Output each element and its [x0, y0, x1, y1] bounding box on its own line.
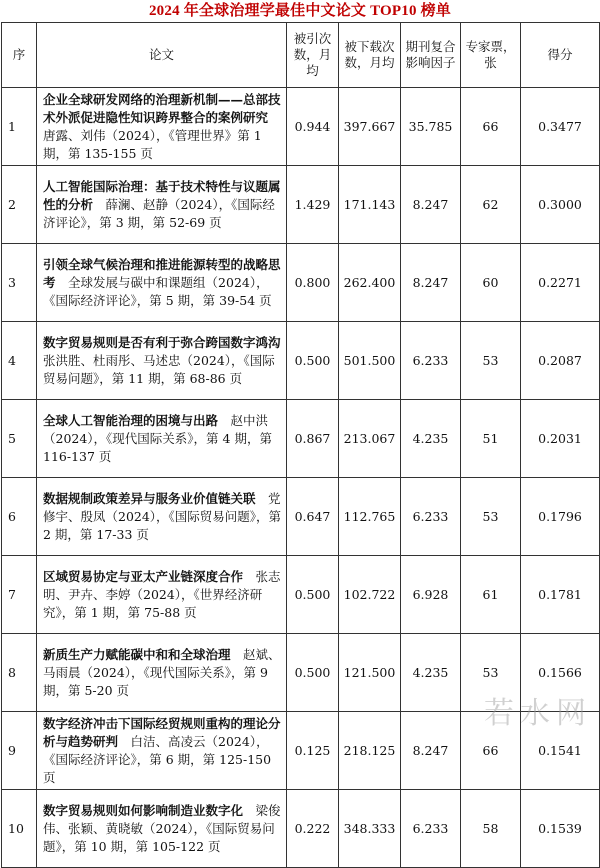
- download-cell: 171.143: [339, 166, 401, 244]
- table-row: [2, 322, 600, 400]
- impact-cell: 4.235: [401, 634, 461, 712]
- download-cell: 102.722: [339, 556, 401, 634]
- votes-cell: 58: [461, 790, 521, 868]
- cite-cell: 0.867: [287, 400, 339, 478]
- impact-cell: 6.233: [401, 322, 461, 400]
- table-row: [2, 88, 600, 166]
- score-cell: 0.1541: [521, 712, 600, 790]
- paper-citation: 张洪胜、杜雨彤、马述忠（2024），《国际贸易问题》，第 11 期，第 68-86 页: [43, 352, 275, 386]
- paper-title: 区域贸易协定与亚太产业链深度合作: [43, 568, 244, 584]
- paper-cell: [37, 712, 287, 790]
- ranking-table: [1, 22, 600, 868]
- cite-cell: 0.125: [287, 712, 339, 790]
- votes-cell: 66: [461, 88, 521, 166]
- header-download: 被下载次数，月均: [339, 23, 401, 88]
- download-cell: 112.765: [339, 478, 401, 556]
- table-row: [2, 400, 600, 478]
- score-cell: 0.2031: [521, 400, 600, 478]
- impact-cell: 8.247: [401, 244, 461, 322]
- row-number: 5: [2, 400, 37, 478]
- votes-cell: 53: [461, 478, 521, 556]
- paper-cell: [37, 634, 287, 712]
- download-cell: 218.125: [339, 712, 401, 790]
- row-number: 10: [2, 790, 37, 868]
- header-paper: 论文: [37, 23, 287, 88]
- download-cell: 262.400: [339, 244, 401, 322]
- row-number: 9: [2, 712, 37, 790]
- paper-citation: 白洁、高凌云（2024），《国际经济评论》，第 6 期，第 125-150 页: [43, 733, 272, 785]
- impact-cell: 6.233: [401, 478, 461, 556]
- paper-title: 数据规制政策差异与服务业价值链关联: [43, 490, 256, 506]
- paper-title: 数字贸易规则如何影响制造业数字化: [43, 802, 244, 818]
- table-row: [2, 244, 600, 322]
- paper-title: 数字贸易规则是否有利于弥合跨国数字鸿沟: [43, 334, 281, 350]
- paper-cell: [37, 244, 287, 322]
- cite-cell: 0.500: [287, 322, 339, 400]
- cite-cell: 0.800: [287, 244, 339, 322]
- download-cell: 501.500: [339, 322, 401, 400]
- header-impact: 期刊复合影响因子: [401, 23, 461, 88]
- score-cell: 0.3000: [521, 166, 600, 244]
- votes-cell: 62: [461, 166, 521, 244]
- row-number: 6: [2, 478, 37, 556]
- row-number: 3: [2, 244, 37, 322]
- table-row: [2, 790, 600, 868]
- row-number: 1: [2, 88, 37, 166]
- cite-cell: 0.647: [287, 478, 339, 556]
- header-votes: 专家票，张: [461, 23, 521, 88]
- table-title: 2024 年全球治理学最佳中文论文 TOP10 榜单: [148, 3, 451, 19]
- watermark-logo: 若水网: [484, 696, 592, 731]
- paper-cell: [37, 478, 287, 556]
- download-cell: 121.500: [339, 634, 401, 712]
- impact-cell: 6.233: [401, 790, 461, 868]
- cite-cell: 0.944: [287, 88, 339, 166]
- paper-citation: 赵斌、马雨晨（2024），《现代国际关系》，第 9 期，第 5-20 页: [43, 646, 281, 698]
- paper-citation: 党修宇、殷凤（2024），《国际贸易问题》，第 2 期，第 17-33 页: [43, 490, 282, 542]
- row-number: 7: [2, 556, 37, 634]
- paper-cell: [37, 556, 287, 634]
- impact-cell: 35.785: [401, 88, 461, 166]
- row-number: 8: [2, 634, 37, 712]
- paper-cell: [37, 88, 287, 166]
- paper-cell: [37, 166, 287, 244]
- header-cite: 被引次数，月均: [287, 23, 339, 88]
- header-score: 得分: [521, 23, 600, 88]
- votes-cell: 61: [461, 556, 521, 634]
- paper-title: 新质生产力赋能碳中和和全球治理: [43, 646, 231, 662]
- votes-cell: 53: [461, 634, 521, 712]
- paper-title: 企业全球研发网络的治理新机制——总部技术外派促进隐性知识跨界整合的案例研究: [43, 91, 281, 125]
- score-cell: 0.2271: [521, 244, 600, 322]
- table-row: [2, 478, 600, 556]
- votes-cell: 60: [461, 244, 521, 322]
- score-cell: 0.2087: [521, 322, 600, 400]
- score-cell: 0.1539: [521, 790, 600, 868]
- paper-cell: [37, 400, 287, 478]
- cite-cell: 1.429: [287, 166, 339, 244]
- row-number: 2: [2, 166, 37, 244]
- paper-citation: 梁俊伟、张颖、黄晓敏（2024），《国际贸易问题》，第 10 期，第 105-122 页: [43, 802, 281, 854]
- paper-title: 全球人工智能治理的困境与出路: [43, 412, 219, 428]
- paper-cell: [37, 322, 287, 400]
- cite-cell: 0.500: [287, 556, 339, 634]
- cite-cell: 0.222: [287, 790, 339, 868]
- row-number: 4: [2, 322, 37, 400]
- votes-cell: 51: [461, 400, 521, 478]
- download-cell: 397.667: [339, 88, 401, 166]
- paper-title: 引领全球气候治理和推进能源转型的战略思考: [43, 256, 281, 290]
- impact-cell: 8.247: [401, 166, 461, 244]
- score-cell: 0.1796: [521, 478, 600, 556]
- score-cell: 0.1566: [521, 634, 600, 712]
- download-cell: 348.333: [339, 790, 401, 868]
- votes-cell: 66: [461, 712, 521, 790]
- paper-citation: 张志明、尹卉、李婷（2024），《世界经济研究》，第 1 期，第 75-88 页: [43, 568, 281, 620]
- impact-cell: 6.928: [401, 556, 461, 634]
- impact-cell: 8.247: [401, 712, 461, 790]
- score-cell: 0.3477: [521, 88, 600, 166]
- votes-cell: 53: [461, 322, 521, 400]
- paper-title: 数字经济冲击下国际经贸规则重构的理论分析与趋势研判: [43, 715, 281, 749]
- paper-cell: [37, 790, 287, 868]
- cite-cell: 0.500: [287, 634, 339, 712]
- header-row: [2, 23, 600, 88]
- paper-citation: 薛澜、赵静（2024），《国际经济评论》，第 3 期，第 52-69 页: [43, 196, 275, 230]
- download-cell: 213.067: [339, 400, 401, 478]
- paper-title: 人工智能国际治理：基于技术特性与议题属性的分析: [43, 178, 281, 212]
- paper-citation: 唐露、刘伟（2024），《管理世界》第 1 期，第 135-155 页: [43, 127, 262, 161]
- table-row: [2, 166, 600, 244]
- table-row: [2, 556, 600, 634]
- paper-citation: 赵中洪（2024），《现代国际关系》，第 4 期，第 116-137 页: [43, 412, 272, 464]
- paper-citation: 全球发展与碳中和课题组（2024），《国际经济评论》，第 5 期，第 39-54 页: [43, 274, 272, 308]
- impact-cell: 4.235: [401, 400, 461, 478]
- header-no: 序: [2, 23, 37, 88]
- score-cell: 0.1781: [521, 556, 600, 634]
